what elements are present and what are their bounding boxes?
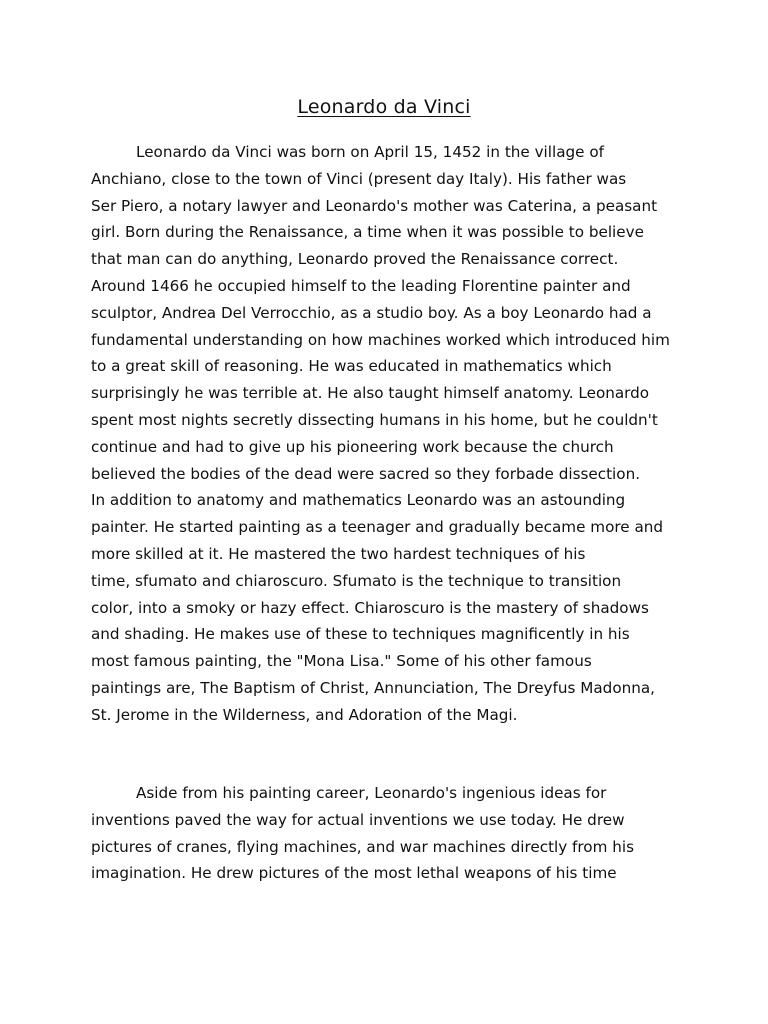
- paragraph-line: inventions paved the way for actual inventions we use today. He drew: [91, 810, 625, 829]
- paragraph-line: most famous painting, the "Mona Lisa." Some of his other famous: [91, 652, 592, 671]
- paragraph-line: fundamental understanding on how machines worked which introduced him: [91, 330, 670, 349]
- paragraph-line: girl. Born during the Renaissance, a time when it was possible to believe: [91, 223, 644, 242]
- paragraph-line: to a great skill of reasoning. He was educated in mathematics which: [91, 357, 612, 376]
- paragraph-line: Ser Piero, a notary lawyer and Leonardo's mother was Caterina, a peasant: [91, 196, 658, 215]
- paragraph-line: continue and had to give up his pioneering work because the church: [91, 437, 614, 456]
- paragraph-line: Anchiano, close to the town of Vinci (present day Italy). His father was: [91, 169, 627, 188]
- paragraph-line: Around 1466 he occupied himself to the leading Florentine painter and: [91, 276, 631, 295]
- paragraph-line: pictures of cranes, flying machines, and war machines directly from his: [91, 837, 634, 856]
- paragraph-line: surprisingly he was terrible at. He also taught himself anatomy. Leonardo: [91, 384, 650, 403]
- paragraph-2: [91, 780, 691, 887]
- paragraph-line: Leonardo da Vinci was born on April 15, 1452 in the village of: [136, 143, 604, 161]
- paragraph-line: more skilled at it. He mastered the two hardest techniques of his: [91, 544, 586, 563]
- paragraph-line: color, into a smoky or hazy effect. Chiaroscuro is the mastery of shadows: [91, 598, 649, 617]
- paragraph-line: that man can do anything, Leonardo proved the Renaissance correct.: [91, 250, 619, 269]
- paragraph-1: [91, 139, 691, 729]
- paragraph-line: believed the bodies of the dead were sacred so they forbade dissection.: [91, 464, 641, 483]
- paragraph-line: paintings are, The Baptism of Christ, Annunciation, The Dreyfus Madonna,: [91, 678, 655, 697]
- paragraph-line: imagination. He drew pictures of the most lethal weapons of his time: [91, 864, 617, 883]
- paragraph-line: time, sfumato and chiaroscuro. Sfumato is the technique to transition: [91, 571, 622, 590]
- paragraph-line: Aside from his painting career, Leonardo's ingenious ideas for: [136, 784, 607, 802]
- paragraph-line: sculptor, Andrea Del Verrocchio, as a studio boy. As a boy Leonardo had a: [91, 303, 652, 322]
- paragraph-line: and shading. He makes use of these to techniques magnificently in his: [91, 625, 630, 644]
- paragraph-line: painter. He started painting as a teenager and gradually became more and: [91, 518, 664, 537]
- document-title: Leonardo da Vinci: [297, 96, 471, 118]
- paragraph-line: In addition to anatomy and mathematics Leonardo was an astounding: [91, 491, 626, 510]
- paragraph-line: spent most nights secretly dissecting humans in his home, but he couldn't: [91, 410, 658, 429]
- paragraph-line: St. Jerome in the Wilderness, and Adoration of the Magi.: [91, 705, 518, 724]
